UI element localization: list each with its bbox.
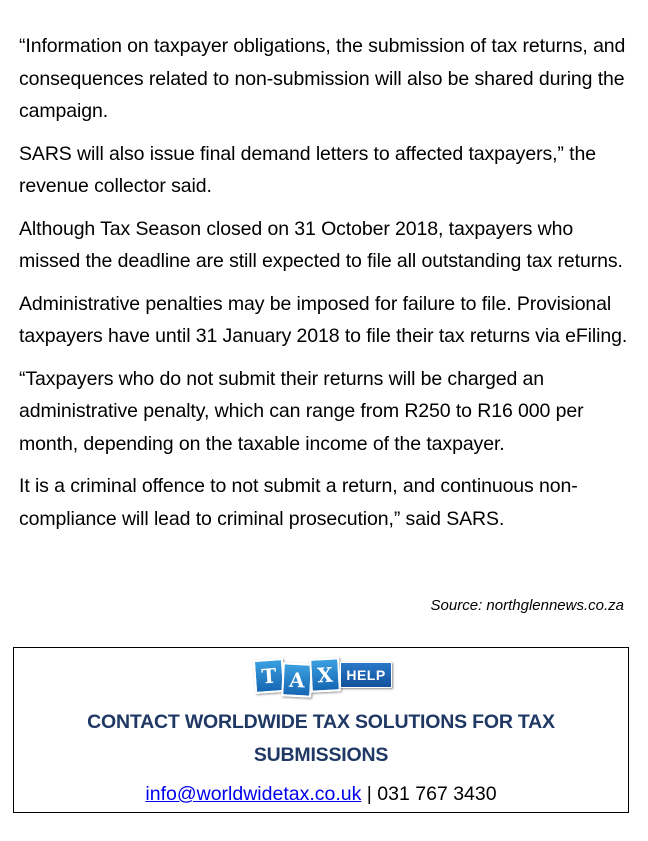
contact-details xyxy=(14,780,628,808)
article-paragraph-5: “Taxpayers who do not submit their returns will be charged an administrative penalty, which can range from R250 to R16 000 per month, depending on the taxable income of the taxpayer. xyxy=(19,367,584,455)
logo-help-badge: HELP xyxy=(340,662,392,688)
article-paragraph-1: “Information on taxpayer obligations, the submission of tax returns, and consequences related to non-submission will also be shared during the campaign. xyxy=(19,35,626,122)
tax-help-logo xyxy=(254,656,394,696)
logo-tile-t: T xyxy=(253,658,285,694)
contact-heading-line-1: CONTACT WORLDWIDE TAX SOLUTIONS FOR TAX xyxy=(87,711,555,733)
contact-box xyxy=(13,647,629,813)
contact-heading xyxy=(14,706,628,772)
article-paragraph-3: Although Tax Season closed on 31 October 2018, taxpayers who missed the deadline are still expected to file all outstanding tax returns. xyxy=(19,217,623,272)
article-paragraph-6: It is a criminal offence to not submit a return, and continuous non-compliance will lead to criminal prosecution,” said SARS. xyxy=(19,475,578,530)
email-link[interactable]: info@worldwidetax.co.uk xyxy=(145,783,362,805)
article-body xyxy=(19,30,631,545)
article-paragraph-2: SARS will also issue final demand letters to affected taxpayers,” the revenue collector said. xyxy=(19,142,596,197)
contact-separator: | xyxy=(366,783,372,805)
logo-tile-x: X xyxy=(309,657,341,693)
contact-heading-line-2: SUBMISSIONS xyxy=(253,744,389,766)
source-credit: Source: northglennews.co.za xyxy=(430,597,624,614)
article-paragraph-4: Administrative penalties may be imposed for failure to file. Provisional taxpayers have until 31 January 2018 to file their tax returns via eFiling. xyxy=(19,292,628,347)
phone-number: 031 767 3430 xyxy=(377,783,497,805)
logo-tile-a: A xyxy=(281,662,313,698)
